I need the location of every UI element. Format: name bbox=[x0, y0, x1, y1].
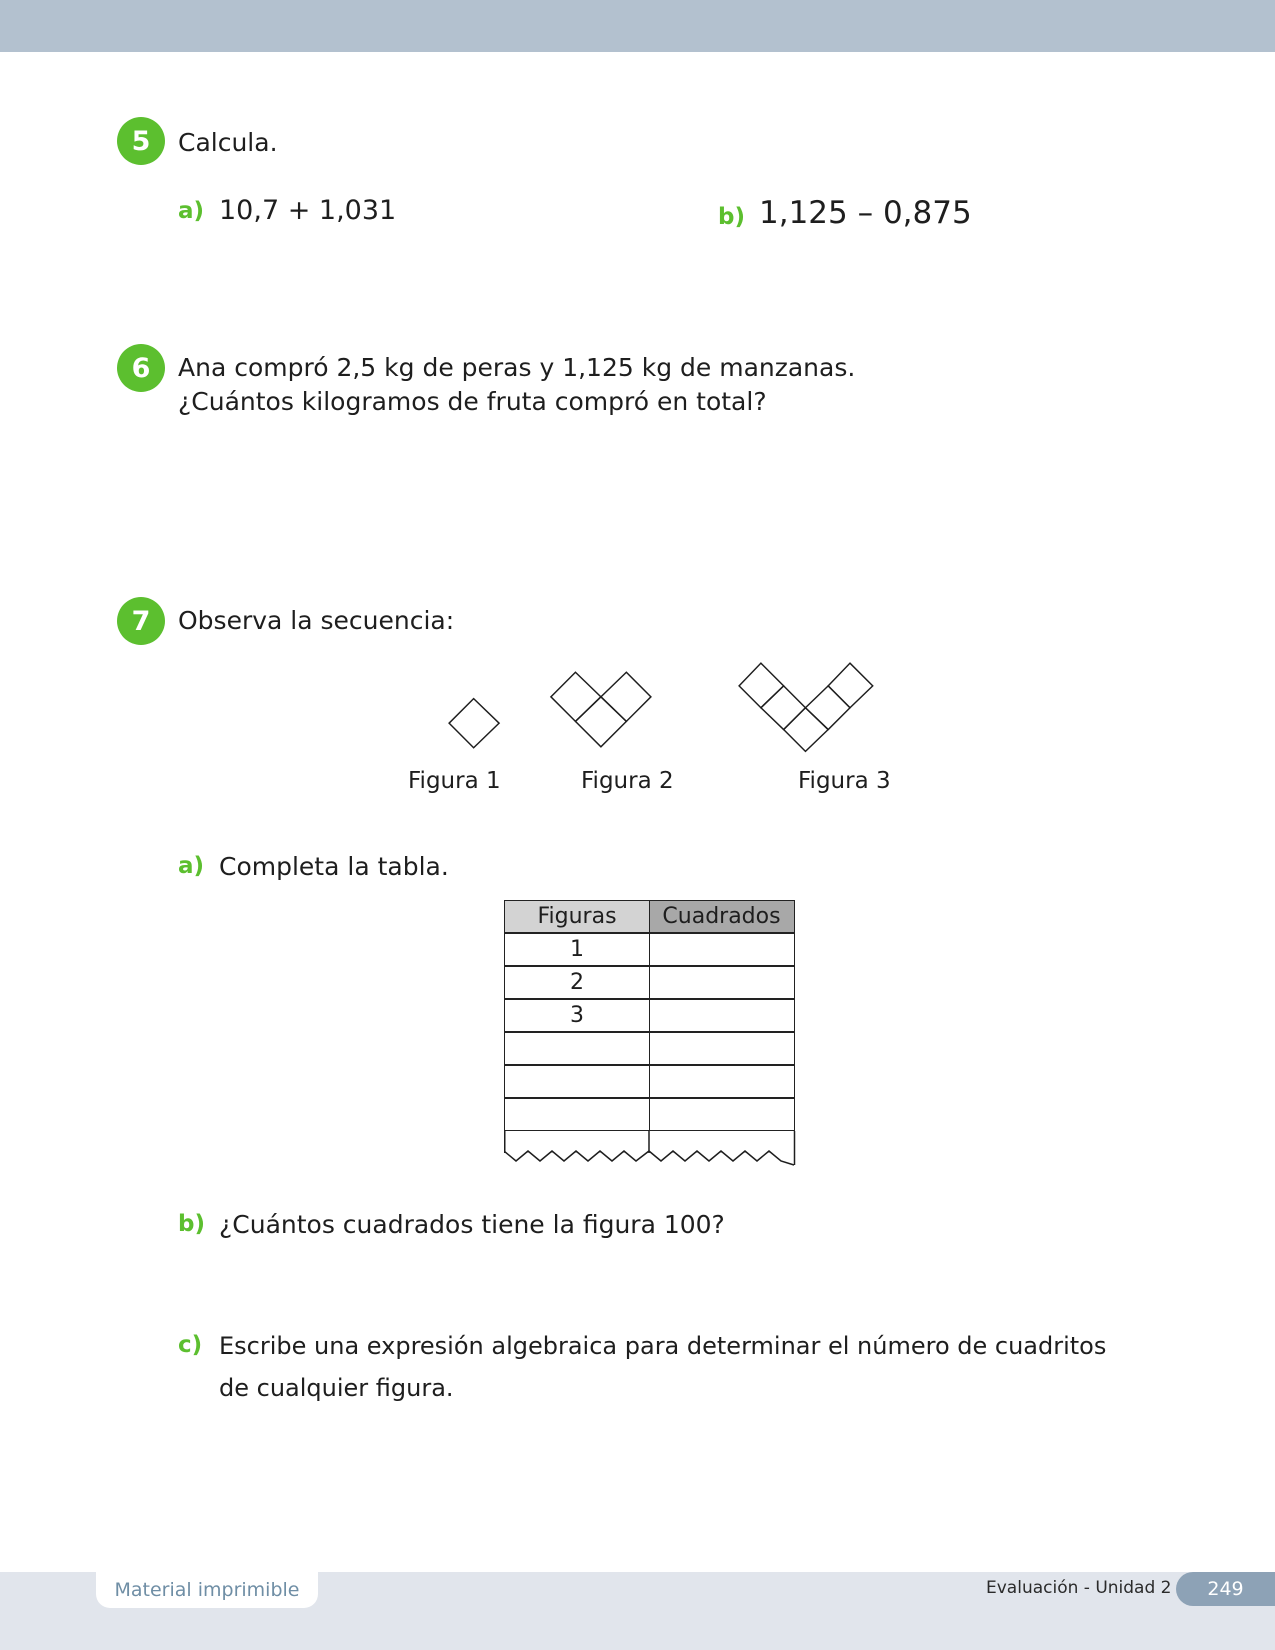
top-band bbox=[0, 0, 1275, 52]
q7-title: Observa la secuencia: bbox=[178, 606, 455, 635]
q7-c-line-2: de cualquier figura. bbox=[219, 1374, 454, 1402]
table-cell-cuadrados[interactable] bbox=[649, 1098, 795, 1131]
sequence-figures bbox=[400, 655, 920, 755]
figure-3-squares bbox=[739, 663, 873, 751]
table-cell-cuadrados[interactable] bbox=[649, 999, 795, 1032]
q7-b-text: ¿Cuántos cuadrados tiene la figura 100? bbox=[219, 1210, 725, 1239]
q7-b-label: b) bbox=[178, 1211, 205, 1237]
material-imprimible-tab: Material imprimible bbox=[96, 1572, 318, 1608]
q7-a-label: a) bbox=[178, 853, 205, 879]
table-cell-figura[interactable] bbox=[504, 1098, 650, 1131]
question-number-6: 6 bbox=[117, 344, 165, 392]
q5-b-expression: 1,125 – 0,875 bbox=[759, 195, 972, 231]
table-row bbox=[504, 933, 796, 966]
table-row bbox=[504, 1032, 796, 1065]
table-cell-cuadrados[interactable] bbox=[649, 933, 795, 966]
page-number: 249 bbox=[1176, 1572, 1275, 1606]
table-row bbox=[504, 1065, 796, 1098]
q7-a-text: Completa la tabla. bbox=[219, 852, 449, 881]
table-torn-edge bbox=[504, 1131, 796, 1167]
question-number-5: 5 bbox=[117, 117, 165, 165]
figure-1-square bbox=[449, 699, 499, 748]
figure-2-squares bbox=[551, 672, 651, 747]
q5-title: Calcula. bbox=[178, 128, 278, 157]
footer-evaluation-label: Evaluación - Unidad 2 bbox=[986, 1578, 1172, 1598]
table-cell-figura[interactable] bbox=[504, 1065, 650, 1098]
q5-a-label: a) bbox=[178, 198, 205, 224]
table-cell-cuadrados[interactable] bbox=[649, 966, 795, 999]
q7-c-label: c) bbox=[178, 1332, 203, 1358]
sequence-table bbox=[504, 900, 796, 1131]
table-row bbox=[504, 966, 796, 999]
table-row bbox=[504, 1098, 796, 1131]
table-cell-figura: 3 bbox=[504, 999, 650, 1032]
table-header-row bbox=[504, 900, 796, 933]
q6-line-2: ¿Cuántos kilogramos de fruta compró en total? bbox=[178, 387, 767, 416]
table-cell-cuadrados[interactable] bbox=[649, 1065, 795, 1098]
figure-3-label: Figura 3 bbox=[798, 768, 891, 794]
table-cell-figura: 1 bbox=[504, 933, 650, 966]
q7-c-line-1: Escribe una expresión algebraica para determinar el número de cuadritos bbox=[219, 1332, 1107, 1360]
table-row bbox=[504, 999, 796, 1032]
q6-line-1: Ana compró 2,5 kg de peras y 1,125 kg de manzanas. bbox=[178, 353, 856, 382]
figure-2-label: Figura 2 bbox=[581, 768, 674, 794]
question-number-7: 7 bbox=[117, 597, 165, 645]
header-figuras: Figuras bbox=[504, 900, 650, 933]
q5-b-label: b) bbox=[718, 204, 745, 230]
table-cell-figura[interactable] bbox=[504, 1032, 650, 1065]
header-cuadrados: Cuadrados bbox=[649, 900, 795, 933]
q5-a-expression: 10,7 + 1,031 bbox=[219, 195, 397, 226]
table-cell-figura: 2 bbox=[504, 966, 650, 999]
table-cell-cuadrados[interactable] bbox=[649, 1032, 795, 1065]
figure-1-label: Figura 1 bbox=[408, 768, 501, 794]
